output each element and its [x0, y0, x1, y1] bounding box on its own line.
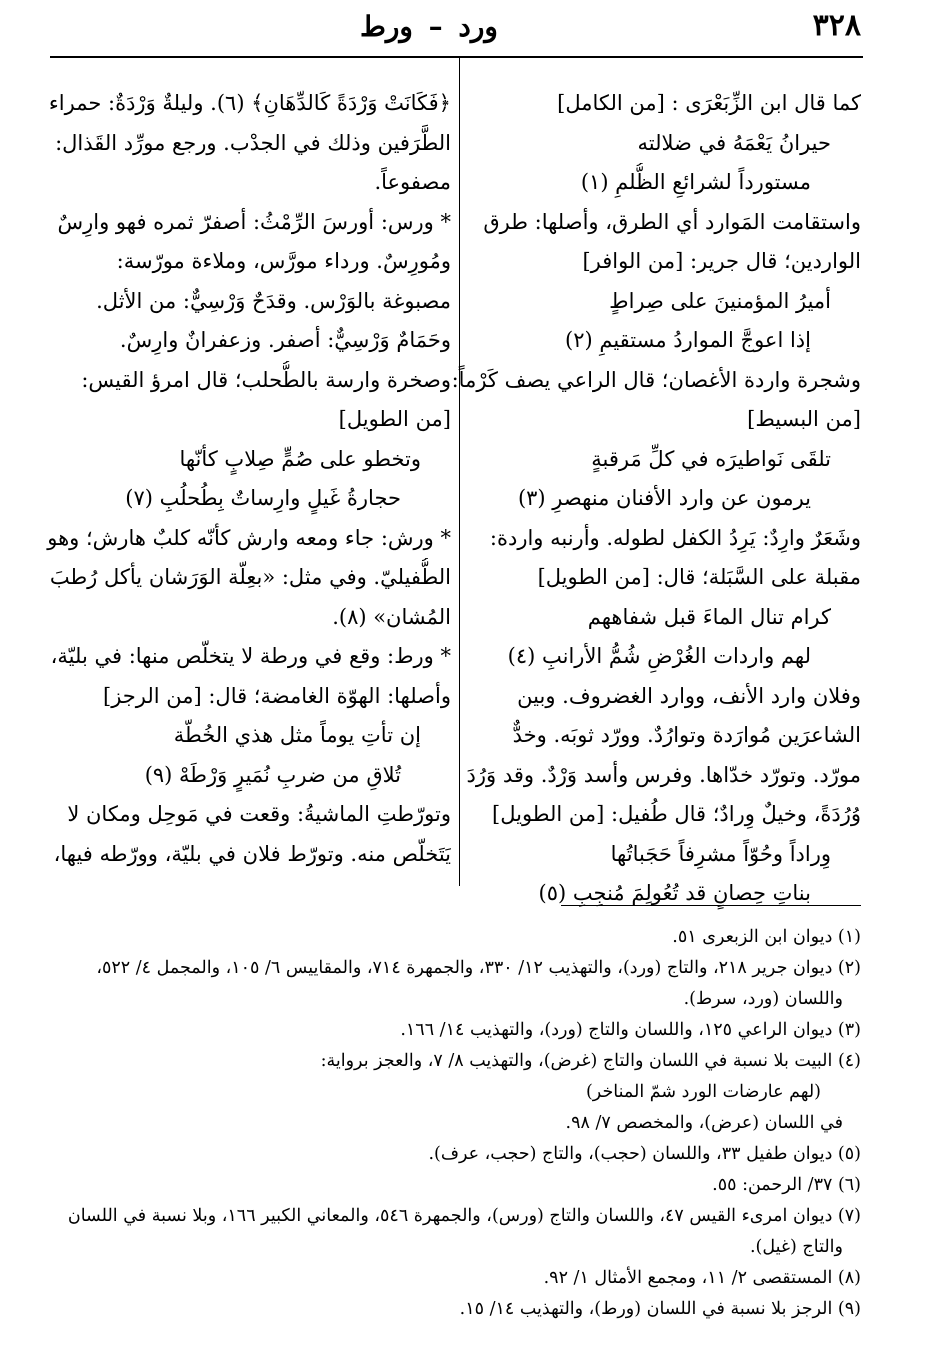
entry-headword-line: * ورط: وقع في ورطة لا يتخلّص منها: في بليّة، — [50, 644, 451, 668]
running-title: ورد – ورط — [360, 10, 498, 43]
verse-line: لهم واردات الغُرْضِ شُمُّ الأرانبِ (٤) — [507, 644, 811, 668]
verse-line: إذا اعوجَّ المواردُ مستقيمِ (٢) — [565, 328, 811, 352]
text-line: وتورّطتِ الماشيةُ: وقعت في مَوحِل ومكان لا — [67, 802, 451, 826]
footnote: (٨) المستقصى ٢/ ١١، ومجمع الأمثال ١/ ٩٢. — [543, 1268, 861, 1288]
text-line: مورّد. وتورّد خدّاها. وفرس وأسد وَرْدٌ. وقد وَرُدَ — [466, 762, 861, 787]
text-line: ﴿فَكَانَتْ وَرْدَةً كَالدِّهَانِ﴾ (٦). وليلةٌ وَرْدَةٌ: حمراء — [48, 91, 451, 115]
verse-line: يرمون عن وارد الأفنان منهصرِ (٣) — [517, 486, 811, 510]
text-line: مصفوعاً. — [374, 170, 451, 194]
text-line: [من الطويل] — [338, 407, 451, 431]
text-line: وُرُدَةً، وخيلٌ وِرادٌ؛ قال طُفيل: [من الطويل] — [492, 802, 861, 826]
footnote-continuation: والتاج (غيل). — [749, 1237, 843, 1257]
text-line: كما قال ابن الزِّبَعْرَى : [من الكامل] — [557, 91, 861, 115]
footnote: (١) ديوان ابن الزبعرى ٥١. — [672, 927, 861, 947]
footnote: (٩) الرجز بلا نسبة في اللسان (ورط)، والتهذيب ١٤/ ١٥. — [459, 1299, 861, 1319]
text-line: [من البسيط] — [747, 407, 861, 431]
text-line: الطُّفيليّ. وفي مثل: «بعِلّة الوَرَشان يأكل رُطبَ — [49, 565, 451, 589]
verse-line: أميرُ المؤمنينَ على صِراطٍ — [609, 288, 831, 313]
footnote: (٢) ديوان جرير ٢١٨، والتاج (ورد)، والتهذيب ١٢/ ٣٣٠، والجمهرة ٧١٤، والمقاييس ٦/ ١٠٥، والمجمل ٤/ ٥٢٢، — [96, 958, 861, 978]
verse-line: بناتِ حِصانٍ قد تُعُولِمَ مُنجِبِ (٥) — [538, 881, 811, 905]
footnote-separator — [561, 905, 861, 906]
verse-line: إن تأتِ يوماً مثل هذي الخُطّة — [173, 723, 421, 747]
footnote: (٥) ديوان طفيل ٣٣، واللسان (حجب)، والتاج (حجب، عرف). — [428, 1144, 861, 1164]
text-line: وشجرة واردة الأغصان؛ قال الراعي يصف كَرْماً: — [451, 367, 861, 392]
verse-line: مستورداً لشرائعِ الظُّلمِ (١) — [580, 170, 811, 194]
footnote-quote: (لهم عارضات الورد شمّ المناخر) — [585, 1082, 821, 1102]
text-line: وشَعَرٌ وارِدٌ: يَرِدُ الكفل لطوله. وأرنبه واردة: — [489, 525, 861, 550]
footnote: (٦) ٣٧/ الرحمن: ٥٥. — [712, 1175, 861, 1195]
footnote-continuation: في اللسان (عرض)، والمخصص ٧/ ٩٨. — [565, 1113, 843, 1133]
text-line: ومُورِسٌ. ورداء مورَّس، وملاءة مورّسة: — [116, 249, 451, 273]
footnote-continuation: واللسان (ورد، سرط). — [683, 989, 843, 1009]
text-line: وفلان وارد الأنف، ووارد الغضروف. وبين — [517, 683, 861, 708]
verse-line: كرام تنال الماءَ قبل شفاههم — [587, 604, 831, 629]
text-line: مصبوغة بالوَرْس. وقدَحٌ وَرْسِيٌّ: من الأثل. — [96, 288, 451, 313]
text-line: الطَّرَفين وذلك في الجدْب. ورجع مورِّد القَذال: — [55, 130, 451, 155]
text-line: مقبلة على السَّبَلة؛ قال: [من الطويل] — [537, 565, 861, 589]
header-rule — [50, 56, 863, 58]
text-line: الشاعرَين مُوارَدة وتوارُدٌ. وورّد ثوبَه. وخدٌّ — [512, 723, 861, 747]
footnote: (٤) البيت بلا نسبة في اللسان والتاج (غرض)، والتهذيب ٨/ ٧، والعجز برواية: — [320, 1051, 861, 1071]
verse-line: حجارةُ غَيلٍ وارِساتٌ بِطُحلُبِ (٧) — [125, 486, 401, 510]
text-line: وصخرة وارسة بالطُّحلب؛ قال امرؤ القيس: — [81, 367, 451, 392]
text-line: الواردين؛ قال جرير: [من الوافر] — [582, 249, 861, 273]
verse-line: وتخطو على صُمٍّ صِلابٍ كأنّها — [179, 446, 421, 471]
entry-headword-line: * ورس: أورسَ الرِّمْثُ: أصفرّ ثمره فهو وارِسٌ — [57, 209, 451, 234]
footnote: (٣) ديوان الراعي ١٢٥، واللسان والتاج (ورد)، والتهذيب ١٤/ ١٦٦. — [400, 1020, 861, 1040]
footnote: (٧) ديوان امرىء القيس ٤٧، واللسان والتاج (ورس)، والجمهرة ٥٤٦، والمعاني الكبير ١٦٦، وبلا نسبة في اللسان — [67, 1206, 861, 1226]
text-line: المُشان» (٨). — [332, 604, 451, 629]
text-line: يَتَخلّص منه. وتورّط فلان في بليّة، وورّطه فيها، — [53, 841, 451, 866]
text-line: واستقامت المَوارد أي الطرق، وأصلها: طرق — [483, 209, 861, 234]
text-line: وأصلها: الهوّة الغامضة؛ قال: [من الرجز] — [103, 683, 451, 708]
verse-line: تلقَى نَواطيرَه في كلِّ مَرقبةٍ — [591, 446, 831, 471]
entry-headword-line: * ورش: جاء ومعه وارش كأنّه كلبٌ هارش؛ وهو — [47, 525, 451, 550]
verse-line: وِراداً وحُوّاً مشرِفاً حَجَباتُها — [610, 841, 831, 866]
verse-line: تُلاقِ من ضربِ نُمَيرٍ وَرْطَهْ (٩) — [144, 762, 401, 787]
verse-line: حيرانُ يَعْمَهُ في ضلالته — [637, 130, 831, 155]
footnotes — [49, 922, 861, 1325]
left-column — [41, 84, 451, 874]
right-column — [451, 84, 861, 914]
page-number: ٣٢٨ — [812, 8, 861, 43]
text-line: وحَمَامٌ وَرْسِيٌّ: أصفر. وزعفرانٌ وارِسٌ. — [119, 328, 451, 352]
